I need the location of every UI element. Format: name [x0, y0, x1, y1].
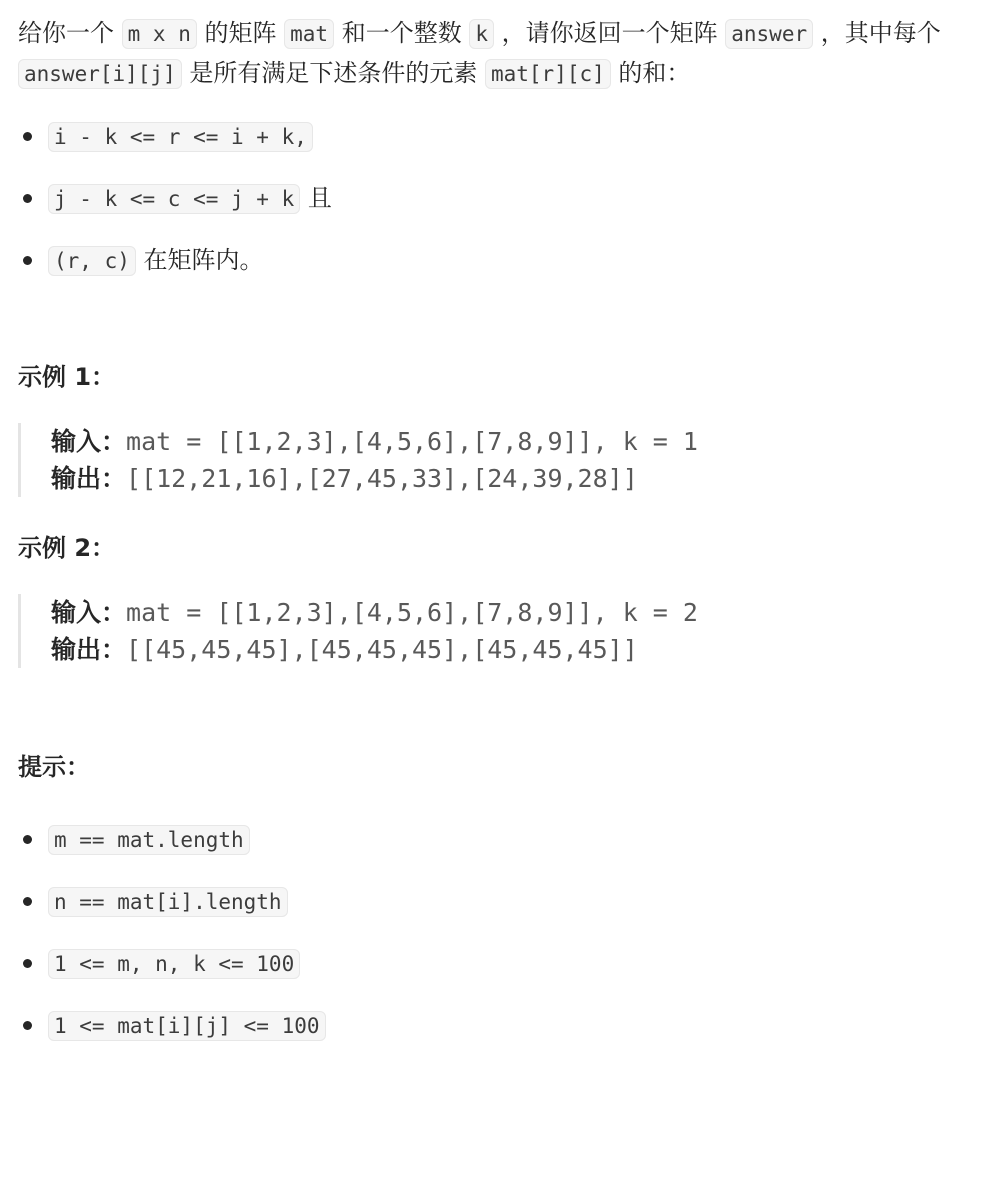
intro-text: ，请你返回一个矩阵	[493, 19, 726, 47]
inline-code: m == mat.length	[48, 825, 250, 855]
input-value: mat = [[1,2,3],[4,5,6],[7,8,9]], k = 2	[126, 598, 698, 627]
inline-code: 1 <= mat[i][j] <= 100	[48, 1011, 326, 1041]
example-heading: 示例 2：	[18, 534, 116, 562]
list-item	[18, 821, 979, 857]
list-item	[18, 118, 979, 154]
inline-code: m x n	[122, 19, 197, 49]
output-value: [[12,21,16],[27,45,33],[24,39,28]]	[126, 464, 638, 493]
inline-code: i - k <= r <= i + k,	[48, 122, 313, 152]
list-item	[18, 883, 979, 919]
input-label: 输入：	[51, 598, 127, 627]
inline-code: mat[r][c]	[485, 59, 611, 89]
input-label: 输入：	[51, 427, 127, 456]
intro-text: 给你一个	[18, 19, 122, 47]
example-input-row	[51, 423, 979, 460]
example-input-row	[51, 594, 979, 631]
constraints-list	[18, 821, 979, 1043]
example-block	[18, 423, 979, 497]
example-output-row	[51, 460, 979, 497]
inline-code: mat	[284, 19, 334, 49]
example-heading: 示例 1：	[18, 363, 116, 391]
inline-code: j - k <= c <= j + k	[48, 184, 300, 214]
output-label: 输出：	[51, 464, 127, 493]
condition-suffix: 在矩阵内。	[135, 246, 264, 274]
inline-code: answer	[725, 19, 813, 49]
intro-text: 的矩阵	[196, 19, 285, 47]
output-value: [[45,45,45],[45,45,45],[45,45,45]]	[126, 635, 638, 664]
intro-text: 是所有满足下述条件的元素	[181, 59, 485, 87]
example-block	[18, 594, 979, 668]
condition-suffix: 且	[300, 184, 332, 212]
list-item	[18, 945, 979, 981]
inline-code: (r, c)	[48, 246, 136, 276]
problem-statement	[18, 0, 979, 94]
list-item	[18, 180, 979, 216]
inline-code: k	[469, 19, 494, 49]
intro-text: 和一个整数	[334, 19, 470, 47]
list-item	[18, 242, 979, 278]
intro-text: 的和：	[610, 59, 691, 87]
intro-text: ，其中每个	[813, 19, 941, 47]
input-value: mat = [[1,2,3],[4,5,6],[7,8,9]], k = 1	[126, 427, 698, 456]
output-label: 输出：	[51, 635, 127, 664]
inline-code: answer[i][j]	[18, 59, 182, 89]
list-item	[18, 1007, 979, 1043]
condition-list	[18, 118, 979, 278]
inline-code: n == mat[i].length	[48, 887, 288, 917]
constraints-heading: 提示：	[18, 753, 90, 781]
example-output-row	[51, 631, 979, 668]
inline-code: 1 <= m, n, k <= 100	[48, 949, 300, 979]
